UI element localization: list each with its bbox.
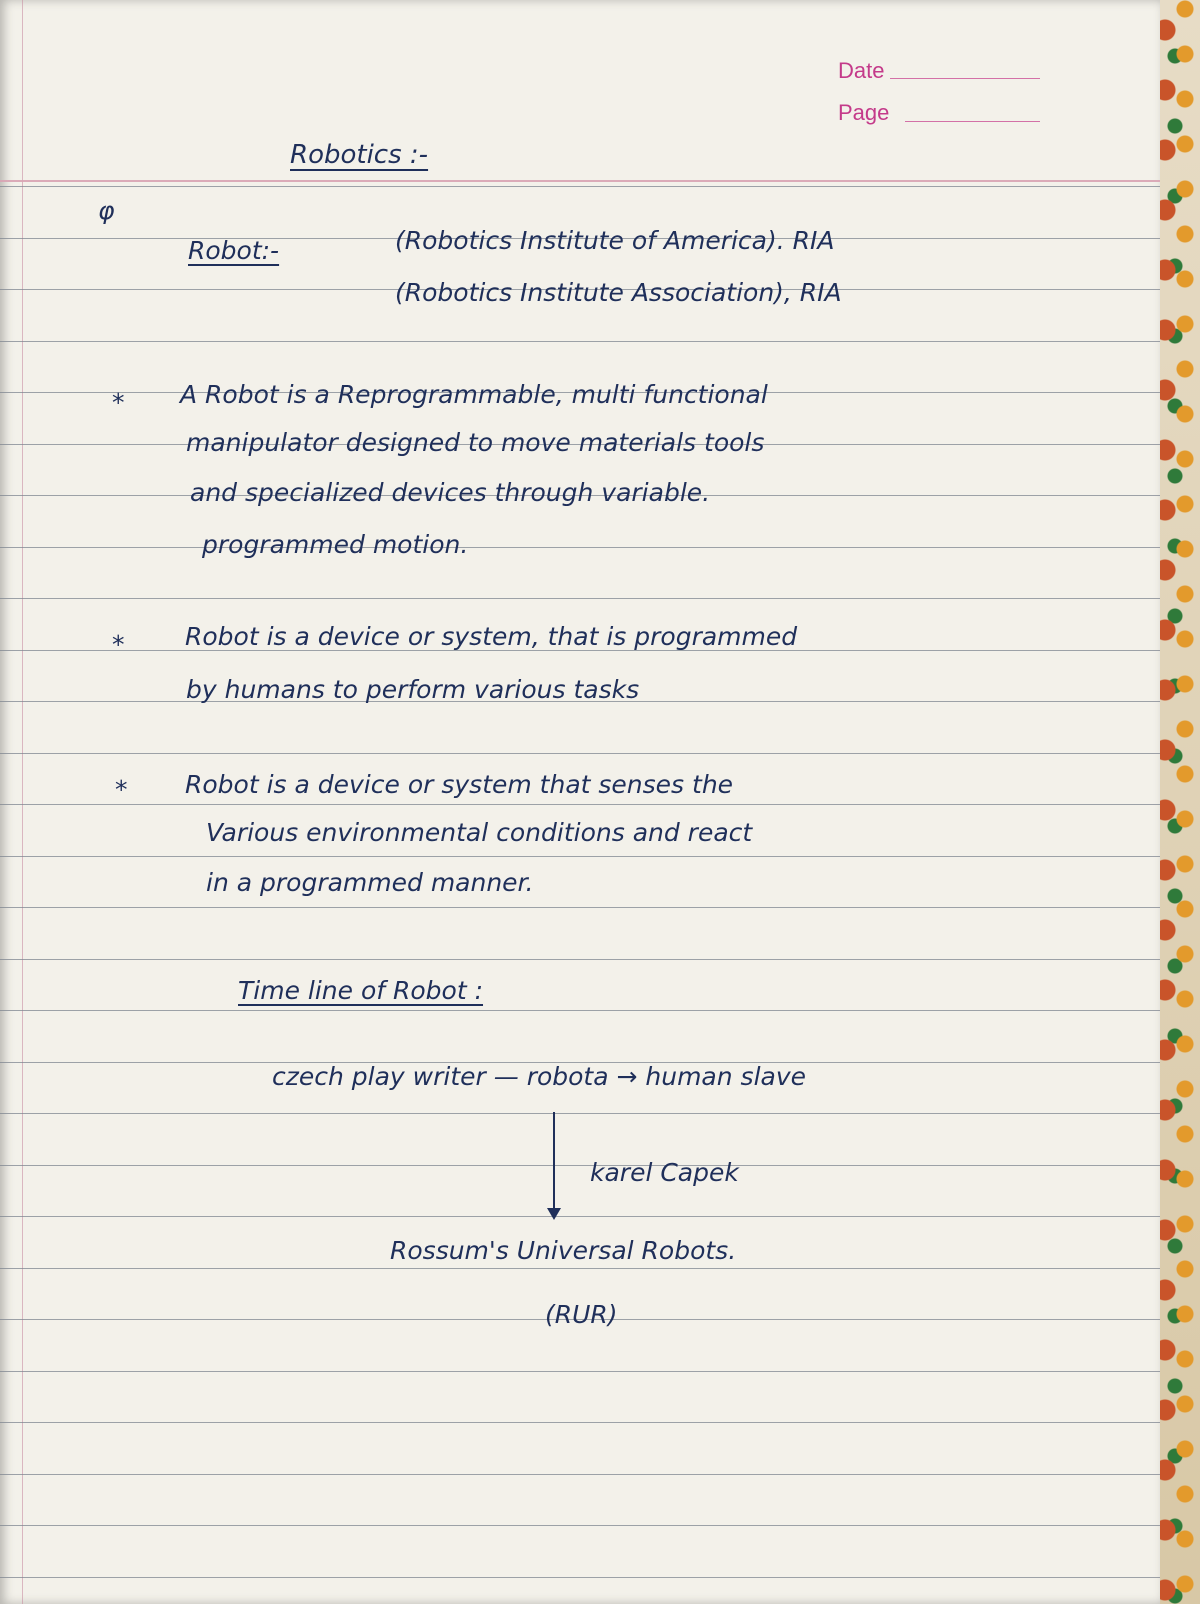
bullet-3-line-3: in a programmed manner. [206,868,534,897]
bullet-2-line-2: by humans to perform various tasks [186,675,640,704]
timeline-czech-line: czech play writer — robota → human slave [272,1062,807,1091]
ruled-line [0,1216,1160,1217]
ruled-line [0,186,1160,187]
ruled-line [0,1474,1160,1475]
bullet-1-line-3: and specialized devices through variable. [190,478,711,507]
ruled-line [0,1113,1160,1114]
ruled-line [0,753,1160,754]
bullet-marker-2: * [112,630,125,659]
ruled-line [0,1371,1160,1372]
down-arrow-shaft [553,1112,555,1210]
ruled-line [0,341,1160,342]
page-blank [905,121,1040,122]
ruled-line [0,804,1160,805]
down-arrow-icon [547,1208,561,1220]
bullet-1-line-4: programmed motion. [202,530,469,559]
header-rule [0,180,1160,182]
ruled-line [0,907,1160,908]
date-blank [890,78,1040,79]
timeline-name: karel Capek [590,1158,739,1187]
timeline-abbrev: (RUR) [545,1300,618,1329]
bullet-1-line-2: manipulator designed to move materials tools [186,428,765,457]
page-title: Robotics :- [290,140,429,170]
bullet-3-line-2: Various environmental conditions and react [206,818,753,847]
definition-term: Robot:- [188,236,280,265]
margin-line [22,0,23,1604]
margin-mark: φ [98,196,115,225]
bullet-3-line-1: Robot is a device or system that senses the [185,770,734,799]
bullet-marker-1: * [112,388,125,417]
timeline-heading: Time line of Robot : [238,976,484,1005]
ruled-line [0,1422,1160,1423]
ruled-line [0,1010,1160,1011]
ruled-line [0,959,1160,960]
definition-line-1: (Robotics Institute of America). RIA [395,226,835,255]
ruled-line [0,1525,1160,1526]
ruled-line [0,1165,1160,1166]
ruled-line [0,598,1160,599]
bullet-2-line-1: Robot is a device or system, that is programmed [185,622,798,651]
timeline-play: Rossum's Universal Robots. [390,1236,737,1265]
ruled-line [0,547,1160,548]
ruled-line [0,1577,1160,1578]
ruled-line [0,856,1160,857]
date-label: Date [838,58,885,83]
bullet-1-line-1: A Robot is a Reprogrammable, multi functional [180,380,768,409]
definition-line-2: (Robotics Institute Association), RIA [395,278,842,307]
ruled-line [0,1268,1160,1269]
bullet-marker-3: * [115,775,128,804]
page-label: Page [838,100,890,125]
